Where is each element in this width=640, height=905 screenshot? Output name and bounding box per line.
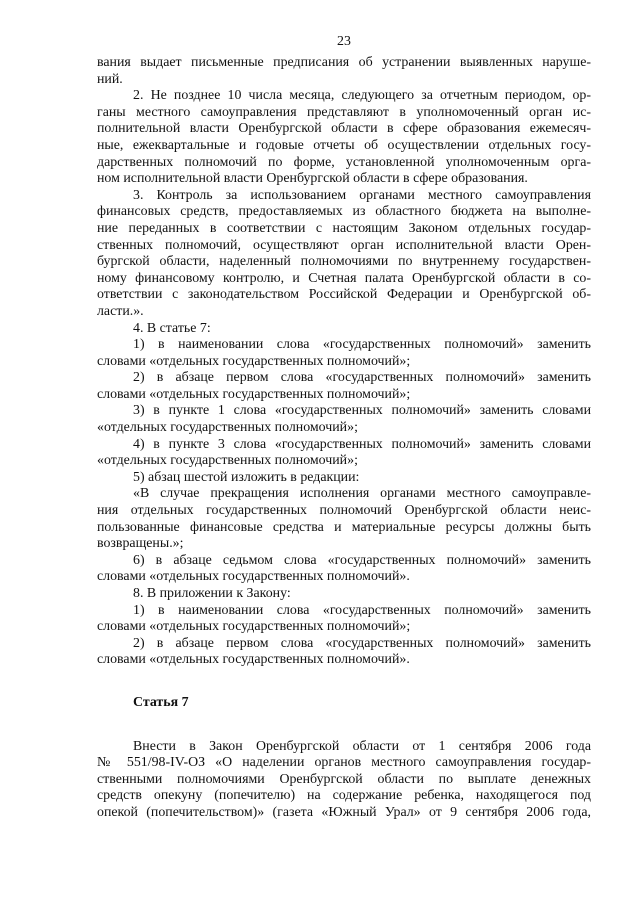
text-line: финансовых средств, предоставляемых из областного бюджета на выполне- bbox=[97, 204, 591, 220]
text-line: Внести в Закон Оренбургской области от 1 сентября 2006 года bbox=[133, 738, 591, 754]
text-line: словами «отдельных государственных полномочий». bbox=[97, 569, 410, 585]
text-line: 1) в наименовании слова «государственных полномочий» заменить bbox=[133, 602, 591, 618]
text-line: дарственных полномочий по форме, установленной уполномоченным орга- bbox=[97, 154, 591, 170]
text-line: ласти.». bbox=[97, 303, 144, 319]
text-line: вания выдает письменные предписания об устранении выявленных наруше- bbox=[97, 55, 591, 70]
text-line: словами «отдельных государственных полномочий»; bbox=[97, 386, 411, 402]
text-line: ному финансовому контролю, и Счетная палата Оренбургской области в со- bbox=[97, 270, 591, 286]
text-line: 2) в абзаце первом слова «государственных полномочий» заменить bbox=[133, 370, 591, 386]
text-line: возвращены.»; bbox=[97, 536, 184, 552]
text-line: опекой (попечительством)» (газета «Южный Урал» от 9 сентября 2006 года, bbox=[97, 804, 591, 820]
text-line: 8. В приложении к Закону: bbox=[133, 586, 291, 601]
text-line: ние переданных в соответствии с настоящим Законом отдельных государ- bbox=[97, 220, 591, 236]
text-line: «В случае прекращения исполнения органами местного самоуправле- bbox=[133, 486, 591, 502]
article-heading: Статья 7 bbox=[133, 694, 189, 710]
text-line: ответствии с законодательством Российской Федерации и Оренбургской об- bbox=[97, 287, 591, 303]
text-line: 2. Не позднее 10 числа месяца, следующего за отчетным периодом, ор- bbox=[133, 88, 591, 104]
text-line: средств опекуну (попечителю) на содержание ребенка, находящегося под bbox=[97, 788, 591, 804]
text-line: 5) абзац шестой изложить в редакции: bbox=[133, 469, 360, 485]
text-line: полнительной власти Оренбургской области в сфере образования ежемесяч- bbox=[97, 121, 591, 137]
text-line: бургской области, наделенный полномочиями по внутреннему государствен- bbox=[97, 254, 591, 270]
article-text bbox=[97, 739, 591, 822]
text-line: 1) в наименовании слова «государственных полномочий» заменить bbox=[133, 337, 591, 353]
text-line: ном исполнительной власти Оренбургской области в сфере образования. bbox=[97, 171, 528, 187]
text-line: словами «отдельных государственных полномочий»; bbox=[97, 353, 411, 369]
text-line: 6) в абзаце седьмом слова «государственных полномочий» заменить bbox=[133, 552, 591, 568]
document-page bbox=[97, 34, 591, 822]
text-line: 3) в пункте 1 слова «государственных полномочий» заменить словами bbox=[133, 403, 591, 419]
text-line: № 551/98-IV-ОЗ «О наделении органов местного самоуправления государ- bbox=[97, 755, 591, 771]
text-line: 2) в абзаце первом слова «государственных полномочий» заменить bbox=[133, 635, 591, 651]
text-line: ственных полномочий, осуществляют орган исполнительной власти Орен- bbox=[97, 237, 591, 253]
text-line: 4. В статье 7: bbox=[133, 320, 211, 336]
text-line: 3. Контроль за использованием органами местного самоуправления bbox=[133, 187, 591, 203]
text-line: ственными полномочиями Оренбургской области по выплате денежных bbox=[97, 771, 591, 787]
text-line: ний. bbox=[97, 71, 123, 87]
text-line: пользованные финансовые средства и материальные ресурсы должны быть bbox=[97, 519, 591, 535]
page-number: 23 bbox=[337, 34, 351, 49]
text-line: ные, ежеквартальные и годовые отчеты об осуществлении отдельных госу- bbox=[97, 137, 591, 153]
text-line: 4) в пункте 3 слова «государственных полномочий» заменить словами bbox=[133, 436, 591, 452]
body-text bbox=[97, 55, 591, 669]
text-line: ния отдельных государственных полномочий Оренбургской области неис- bbox=[97, 503, 591, 519]
text-line: словами «отдельных государственных полномочий»; bbox=[97, 619, 411, 635]
text-line: ганы местного самоуправления представляют в уполномоченный орган ис- bbox=[97, 104, 591, 120]
text-line: «отдельных государственных полномочий»; bbox=[97, 420, 358, 436]
text-line: словами «отдельных государственных полномочий». bbox=[97, 652, 410, 668]
text-line: «отдельных государственных полномочий»; bbox=[97, 453, 358, 469]
